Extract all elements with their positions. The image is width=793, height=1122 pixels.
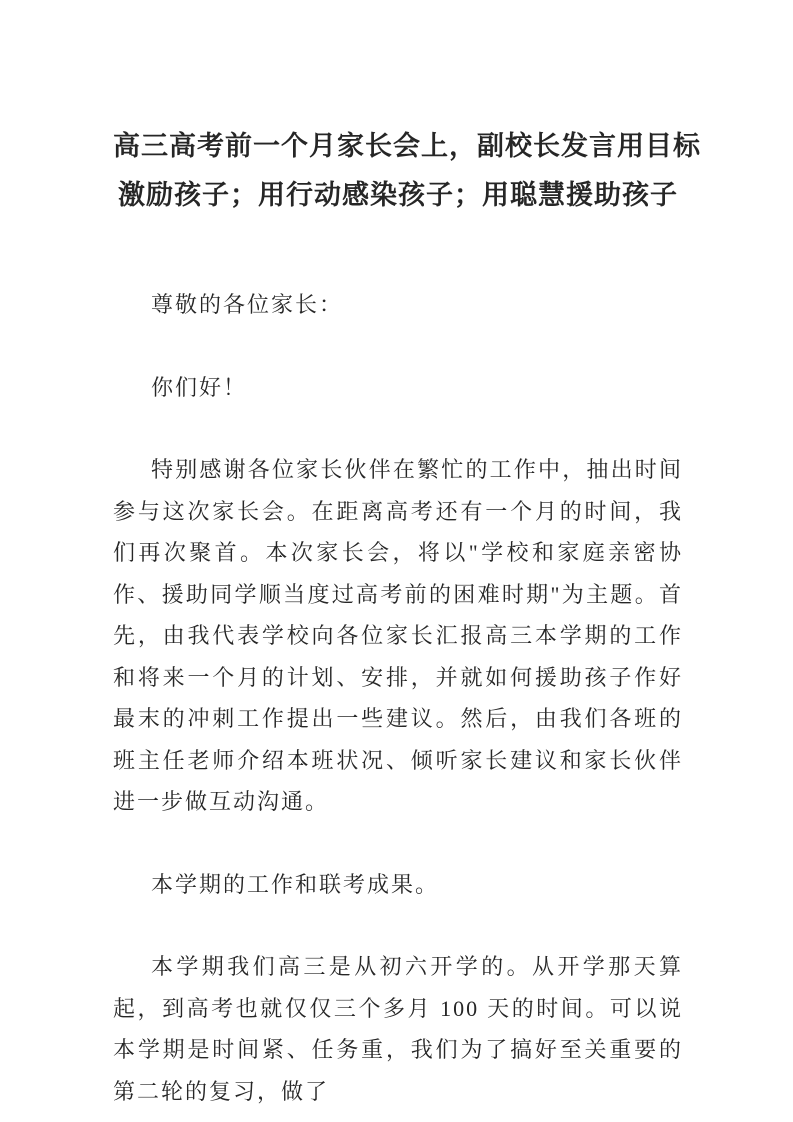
document-title-line-2: 激励孩子；用行动感染孩子；用聪慧援助孩子	[118, 180, 678, 210]
semester-work-paragraph: 本学期我们高三是从初六开学的。从开学那天算起，到高考也就仅仅三个多月 100 天的时间。可以说本学期是时间紧、任务重，我们为了搞好至关重要的第二轮的复习，做了	[113, 954, 683, 1104]
greeting-paragraph: 你们好！	[151, 374, 248, 400]
document-title	[113, 122, 701, 220]
intro-paragraph: 特别感谢各位家长伙伴在繁忙的工作中，抽出时间参与这次家长会。在距离高考还有一个月的时间，我们再次聚首。本次家长会，将以"学校和家庭亲密协作、援助同学顺当度过高考前的困难时期"为主题。首先，由我代表学校向各位家长汇报高三本学期的工作和将来一个月的计划、安排，并就如何援助孩子作好最末的冲刺工作提出一些建议。然后，由我们各班的班主任老师介绍本班状况、倾听家长建议和家长伙伴进一步做互动沟通。	[113, 457, 683, 814]
document-title-line-1: 高三高考前一个月家长会上，副校长发言用目标	[113, 131, 701, 161]
salutation-paragraph: 尊敬的各位家长：	[151, 292, 344, 317]
section-heading-paragraph: 本学期的工作和联考成果。	[151, 871, 440, 897]
